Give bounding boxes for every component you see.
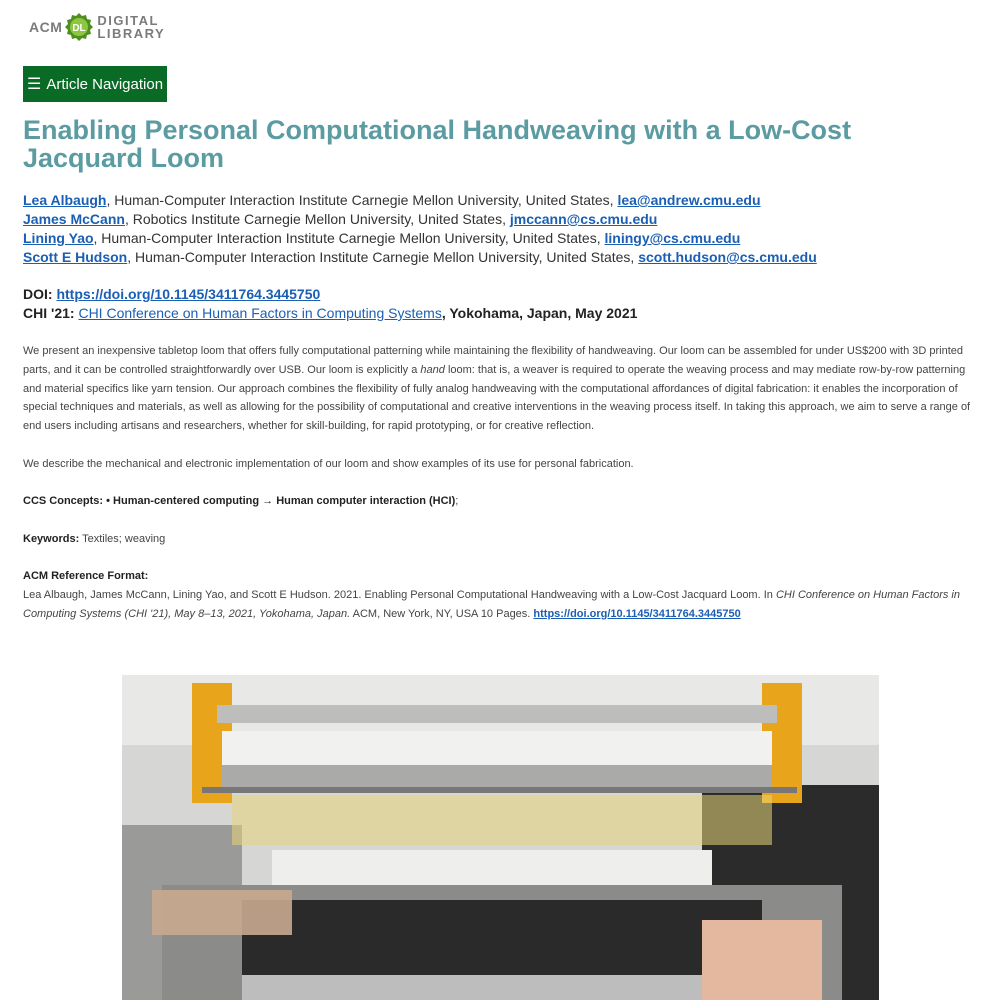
acm-dl-logo[interactable] <box>29 12 165 42</box>
author-affiliation: , Robotics Institute Carnegie Mellon University, United States, <box>124 211 510 227</box>
reference-venue: CHI Conference on Human Factors in Computing Systems (CHI '21), May 8–13, 2021, Yokohama, Japan. <box>23 589 960 620</box>
author-email-link[interactable]: jmccann@cs.cmu.edu <box>509 211 658 227</box>
doi-row <box>23 285 637 304</box>
author-row <box>23 191 817 210</box>
venue-row <box>23 304 637 323</box>
article-navigation-button[interactable] <box>23 66 167 102</box>
logo-dl-text: DIGITAL LIBRARY <box>97 13 166 41</box>
logo-acm-text: ACM <box>29 19 63 35</box>
abstract: We present an inexpensive tabletop loom that offers fully computational patterning while maintaining the flexibility of handweaving. Our loom can be assembled for under US$200 with 3D printed parts, and it can be controlled straightforwardly over USB. Our loom is explicitly a hand loom: that is, a weaver is required to operate the weaving process and may mediate row-by-row patterning and material specifics like yarn tension. Our approach combines the flexibility of fully analog handweaving with the computational affordances of digital fabrication: it enables the incorporation of special techniques and materials, as well as allowing for the possibility of computational and creative interventions in the weaving process itself. In taking this approach, we aim to serve a range of end users including artisans and researchers, whether for skill-building, for rapid prototyping, or for creative reflection. <box>23 345 971 433</box>
author-affiliation: , Human-Computer Interaction Institute Carnegie Mellon University, United States, <box>93 230 605 246</box>
menu-icon: ☰ <box>26 76 42 93</box>
author-row <box>23 248 817 267</box>
author-link[interactable]: Lea Albaugh <box>23 192 107 208</box>
loom-photo <box>122 675 879 1000</box>
abstract-paragraph-2: We describe the mechanical and electronic implementation of our loom and show examples of its use for personal fabrication. <box>23 458 634 470</box>
keywords-value: Textiles; weaving <box>79 533 166 545</box>
author-list <box>23 191 817 267</box>
author-email-link[interactable]: liningy@cs.cmu.edu <box>604 230 741 246</box>
article-navigation-label: Article Navigation <box>46 75 164 93</box>
reference-doi-link[interactable]: https://doi.org/10.1145/3411764.3445750 <box>533 607 741 620</box>
venue-link[interactable]: CHI Conference on Human Factors in Computing Systems <box>78 305 442 321</box>
ccs-label: CCS Concepts: <box>23 495 104 507</box>
author-email-link[interactable]: scott.hudson@cs.cmu.edu <box>638 249 817 265</box>
venue-details: , Yokohama, Japan, May 2021 <box>441 305 638 321</box>
keywords-label: Keywords: <box>23 533 80 545</box>
author-email-link[interactable]: lea@andrew.cmu.edu <box>617 192 761 208</box>
author-link[interactable]: James McCann <box>23 211 125 227</box>
ccs-concepts: CCS Concepts: • Human-centered computing → Human computer interaction (HCI); <box>23 495 459 507</box>
logo-badge-text: DL <box>72 23 87 34</box>
reference-format: Lea Albaugh, James McCann, Lining Yao, and Scott E Hudson. 2021. Enabling Personal Computational Handweaving with a Low-Cost Jacquard Loom. In CHI Conference on Human Factors in Computing Systems (CHI '21), May 8–13, 2021, Yokohama, Japan. ACM, New York, NY, USA 10 Pages. https://doi.org/10.1145/3411764.3445750 <box>23 589 960 620</box>
venue-label: CHI '21: <box>23 305 79 321</box>
dl-badge-icon <box>64 12 94 42</box>
author-link[interactable]: Scott E Hudson <box>23 249 128 265</box>
loom-illustration <box>122 675 879 1000</box>
author-link[interactable]: Lining Yao <box>23 230 94 246</box>
reference-heading: ACM Reference Format: <box>23 570 149 582</box>
author-row <box>23 229 817 248</box>
author-row <box>23 210 817 229</box>
author-affiliation: , Human-Computer Interaction Institute Carnegie Mellon University, United States, <box>127 249 639 265</box>
ccs-value: • Human-centered computing → Human computer interaction (HCI) <box>103 495 456 507</box>
doi-label: DOI: <box>23 286 57 302</box>
abstract-emphasis: hand <box>420 363 445 376</box>
doi-link[interactable]: https://doi.org/10.1145/3411764.3445750 <box>56 286 321 302</box>
keywords <box>23 530 978 549</box>
article-title: Enabling Personal Computational Handweaving with a Low-Cost Jacquard Loom <box>23 115 852 173</box>
author-affiliation: , Human-Computer Interaction Institute Carnegie Mellon University, United States, <box>106 192 618 208</box>
publication-info <box>23 285 637 323</box>
